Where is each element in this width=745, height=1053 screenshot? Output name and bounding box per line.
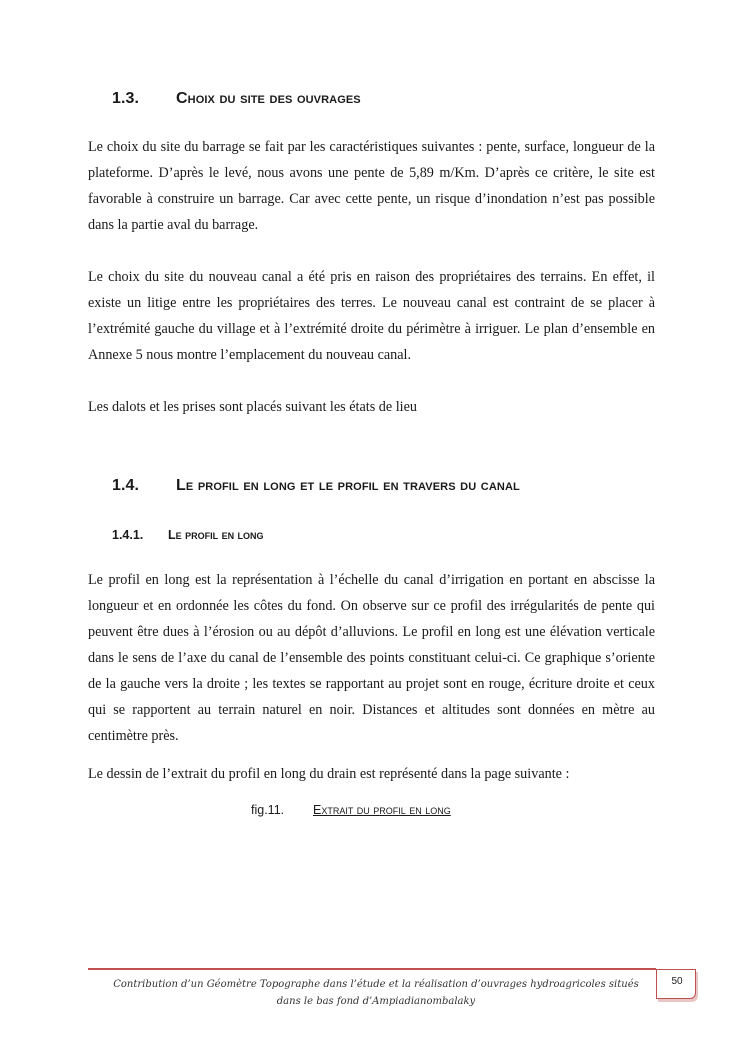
subsection-number: 1.4.1.: [112, 528, 144, 542]
section-heading-1-3: [112, 90, 361, 108]
section-title: Choix du site des ouvrages: [176, 90, 361, 107]
paragraph: Le choix du site du barrage se fait par les caractéristiques suivantes : pente, surface, longueur de la plateforme. D’après le levé, nous avons une pente de 5,89 m/Km. D’après ce critère, le site est favorable à construire un barrage. Car avec cette pente, un risque d’inondation n’est pas possible dans la partie aval du barrage.: [88, 139, 655, 233]
footer-rule: [88, 968, 656, 970]
footer-text: Contribution d’un Géomètre Topographe dans l’étude et la réalisation d’ouvrages hydroagricoles situés dans le bas fond d’Ampiadianombalaky: [113, 979, 639, 1007]
page-number-box: [656, 969, 696, 999]
section-number: 1.4.: [112, 477, 140, 494]
section-heading-1-4: [112, 477, 520, 495]
subsection-heading-1-4-1: [112, 528, 264, 542]
page-number: 50: [671, 976, 683, 987]
paragraph: Le profil en long est la représentation à l’échelle du canal d’irrigation en portant en abscisse la longueur et en ordonnée les côtes du fond. On observe sur ce profil des irrégularités de pente qui peuvent être dues à l’érosion ou au dépôt d’alluvions. Le profil en long est une élévation verticale dans le sens de l’axe du canal de l’ensemble des points constituant celui-ci. Ce graphique s’oriente de la gauche vers la droite ; les textes se rapportant au projet sont en rouge, écriture droite et ceux qui se rapportent au terrain naturel en noir. Distances et altitudes sont données en mètre au centimètre près.: [88, 572, 655, 744]
section-title: Le profil en long et le profil en travers du canal: [176, 477, 520, 494]
paragraph: Le dessin de l’extrait du profil en long du drain est représenté dans la page suivante :: [88, 766, 570, 782]
figure-caption: [251, 803, 451, 817]
figure-number: fig.11.: [251, 803, 285, 817]
paragraph: Le choix du site du nouveau canal a été pris en raison des propriétaires des terrains. En effet, il existe un litige entre les propriétaires des terres. Le nouveau canal est contraint de se placer à l’extrémité gauche du village et à l’extrémité droite du périmètre à irriguer. Le plan d’ensemble en Annexe 5 nous montre l’emplacement du nouveau canal.: [88, 269, 655, 363]
subsection-title: Le profil en long: [168, 528, 264, 542]
paragraph: Les dalots et les prises sont placés suivant les états de lieu: [88, 399, 417, 415]
figure-title: Extrait du profil en long: [313, 803, 451, 817]
section-number: 1.3.: [112, 90, 140, 107]
